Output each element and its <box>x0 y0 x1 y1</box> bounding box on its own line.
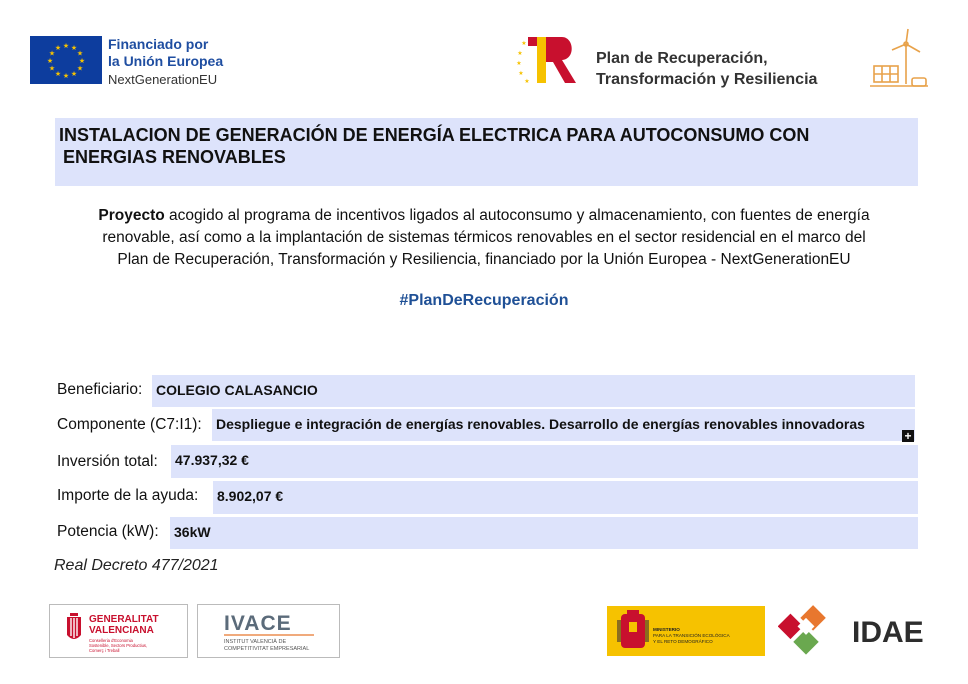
beneficiario-value: COLEGIO CALASANCIO <box>156 382 318 398</box>
svg-text:★: ★ <box>54 70 62 78</box>
svg-text:★: ★ <box>46 57 54 65</box>
ivace-logo <box>197 604 340 658</box>
importe-band <box>213 481 918 514</box>
svg-text:★: ★ <box>54 44 62 52</box>
gva-small-1: Conselleria d'Economia <box>89 638 133 643</box>
importe-value: 8.902,07 € <box>217 488 284 504</box>
inversion-value: 47.937,32 € <box>175 452 249 468</box>
ivace-sub-2: COMPETITIVITAT EMPRESARIAL <box>224 646 310 652</box>
svg-text:★: ★ <box>48 64 56 73</box>
ministerio-line-1: MINISTERIO <box>653 627 680 632</box>
svg-text:★: ★ <box>78 57 86 65</box>
gva-line-1: GENERALITAT <box>89 614 159 625</box>
ministerio-line-3: Y EL RETO DEMOGRÁFICO <box>653 639 713 644</box>
prtr-line-2: Transformación y Resiliencia <box>596 71 818 88</box>
potencia-label: Potencia (kW): <box>57 523 159 540</box>
plus-icon[interactable]: + <box>902 430 914 442</box>
title-band <box>55 118 918 186</box>
wind-solar-icon <box>866 26 932 92</box>
hashtag: #PlanDeRecuperación <box>399 292 569 309</box>
idae-name: IDAE <box>852 616 924 649</box>
beneficiario-label: Beneficiario: <box>57 381 143 398</box>
componente-label: Componente (C7:I1): <box>57 416 202 433</box>
svg-text:★: ★ <box>516 60 522 67</box>
eu-flag-icon <box>30 36 102 84</box>
svg-text:★: ★ <box>62 72 70 80</box>
inversion-label: Inversión total: <box>57 453 158 470</box>
idae-logo <box>778 604 938 660</box>
componente-band <box>212 409 915 441</box>
gva-line-2: VALENCIANA <box>89 625 154 636</box>
componente-value: Despliegue e integración de energías renovables. Desarrollo de energías renovables innovadoras <box>216 416 865 432</box>
svg-text:★: ★ <box>76 64 84 73</box>
eu-line-2: la Unión Europea <box>108 53 224 69</box>
project-line-1 <box>50 205 918 227</box>
svg-text:★: ★ <box>524 78 530 85</box>
title-line-2: ENERGIAS RENOVABLES <box>63 147 286 167</box>
project-description <box>50 205 918 271</box>
ivace-name: IVACE <box>224 612 292 635</box>
eu-funding-text <box>108 36 223 88</box>
importe-label: Importe de la ayuda: <box>57 487 199 504</box>
prtr-logo-icon <box>516 33 582 87</box>
prtr-line-1: Plan de Recuperación, <box>596 50 768 67</box>
potencia-band <box>170 517 918 549</box>
gva-small-2: Sostenible, Sectors Productius, <box>89 643 148 648</box>
project-line-1-rest: acogido al programa de incentivos ligados al autoconsumo y almacenamiento, con fuentes de energía <box>164 207 870 224</box>
title-line-1: INSTALACION DE GENERACIÓN DE ENERGÍA ELECTRICA PARA AUTOCONSUMO CON <box>59 125 810 145</box>
svg-text:★: ★ <box>518 70 524 77</box>
eu-line-3: NextGenerationEU <box>108 72 218 87</box>
installation-title <box>59 124 918 168</box>
project-line-2: renovable, así como a la implantación de sistemas térmicos renovables en el sector residencial en el marco del <box>102 229 866 246</box>
svg-text:★: ★ <box>70 44 78 52</box>
ministerio-line-2: PARA LA TRANSICIÓN ECOLÓGICA <box>653 633 730 638</box>
real-decreto: Real Decreto 477/2021 <box>54 557 219 574</box>
svg-text:★: ★ <box>48 49 56 58</box>
ivace-sub-1: INSTITUT VALENCIÀ DE <box>224 639 287 645</box>
project-line-3: Plan de Recuperación, Transformación y Resiliencia, financiado por la Unión Europea - NextGenerationEU <box>117 251 851 268</box>
project-lead: Proyecto <box>98 207 165 224</box>
generalitat-logo <box>49 604 188 658</box>
svg-text:★: ★ <box>517 50 523 57</box>
svg-text:★: ★ <box>62 42 70 50</box>
potencia-value: 36kW <box>174 524 211 540</box>
beneficiario-band <box>152 375 915 407</box>
svg-text:★: ★ <box>76 49 84 58</box>
inversion-band <box>171 445 918 478</box>
eu-line-1: Financiado por <box>108 36 209 52</box>
ministerio-logo <box>607 606 765 656</box>
gva-small-3: Comerç i Treball <box>89 648 120 653</box>
svg-text:★: ★ <box>70 70 78 78</box>
svg-text:★: ★ <box>521 40 527 47</box>
prtr-text <box>596 48 817 90</box>
